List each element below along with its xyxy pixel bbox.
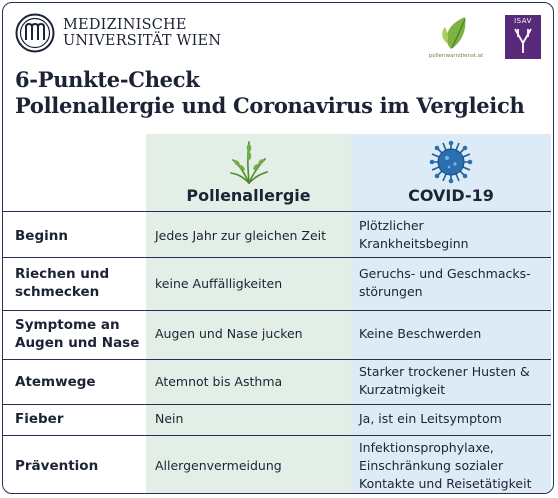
isav-emblem-icon bbox=[505, 15, 541, 59]
table-row bbox=[3, 359, 551, 404]
covid-cell: Starker trockener Husten & Kurzatmigkeit bbox=[359, 364, 530, 397]
covid-cell: Infektionsprophylaxe, Einschränkung sozialer Kontakte und Reisetätigkeit bbox=[359, 440, 532, 491]
university-logo-icon bbox=[15, 13, 55, 53]
isav-logo: ISAV bbox=[505, 15, 541, 59]
column-header-covid: COVID-19 bbox=[351, 134, 551, 210]
covid-cell: Plötzlicher Krankheitsbeginn bbox=[359, 218, 469, 251]
row-label: Prävention bbox=[15, 458, 99, 474]
coronavirus-icon bbox=[429, 140, 473, 184]
table-row bbox=[3, 257, 551, 310]
column-header-allergy: Pollenallergie bbox=[146, 134, 351, 210]
covid-cell: Geruchs- und Geschmacks-störungen bbox=[359, 266, 531, 299]
page-title: 6-Punkte-Check Pollenallergie und Coronavirus im Vergleich bbox=[15, 67, 525, 118]
allergy-cell: Jedes Jahr zur gleichen Zeit bbox=[155, 228, 327, 243]
row-label: Atemwege bbox=[15, 374, 96, 390]
university-name: MEDIZINISCHE UNIVERSITÄT WIEN bbox=[63, 17, 222, 49]
infographic-card bbox=[2, 2, 554, 494]
allergy-cell: Augen und Nase jucken bbox=[155, 326, 303, 341]
grass-plant-icon bbox=[229, 140, 269, 184]
allergy-cell: Allergenvermeidung bbox=[155, 458, 282, 473]
table-row bbox=[3, 211, 551, 257]
leaf-icon bbox=[421, 13, 491, 53]
table-row bbox=[3, 310, 551, 359]
row-label: Fieber bbox=[15, 411, 64, 427]
row-label: Riechen und schmecken bbox=[15, 266, 110, 300]
row-label: Symptome an Augen und Nase bbox=[15, 317, 140, 351]
allergy-cell: keine Auffälligkeiten bbox=[155, 276, 283, 291]
covid-cell: Ja, ist ein Leitsymptom bbox=[359, 411, 502, 426]
allergy-cell: Atemnot bis Asthma bbox=[155, 374, 283, 389]
table-row bbox=[3, 404, 551, 435]
table-row bbox=[3, 435, 551, 494]
covid-cell: Keine Beschwerden bbox=[359, 326, 482, 341]
allergy-cell: Nein bbox=[155, 411, 184, 426]
pollenwarndienst-logo: pollenwarndienst.at bbox=[421, 13, 491, 65]
row-label: Beginn bbox=[15, 228, 68, 244]
